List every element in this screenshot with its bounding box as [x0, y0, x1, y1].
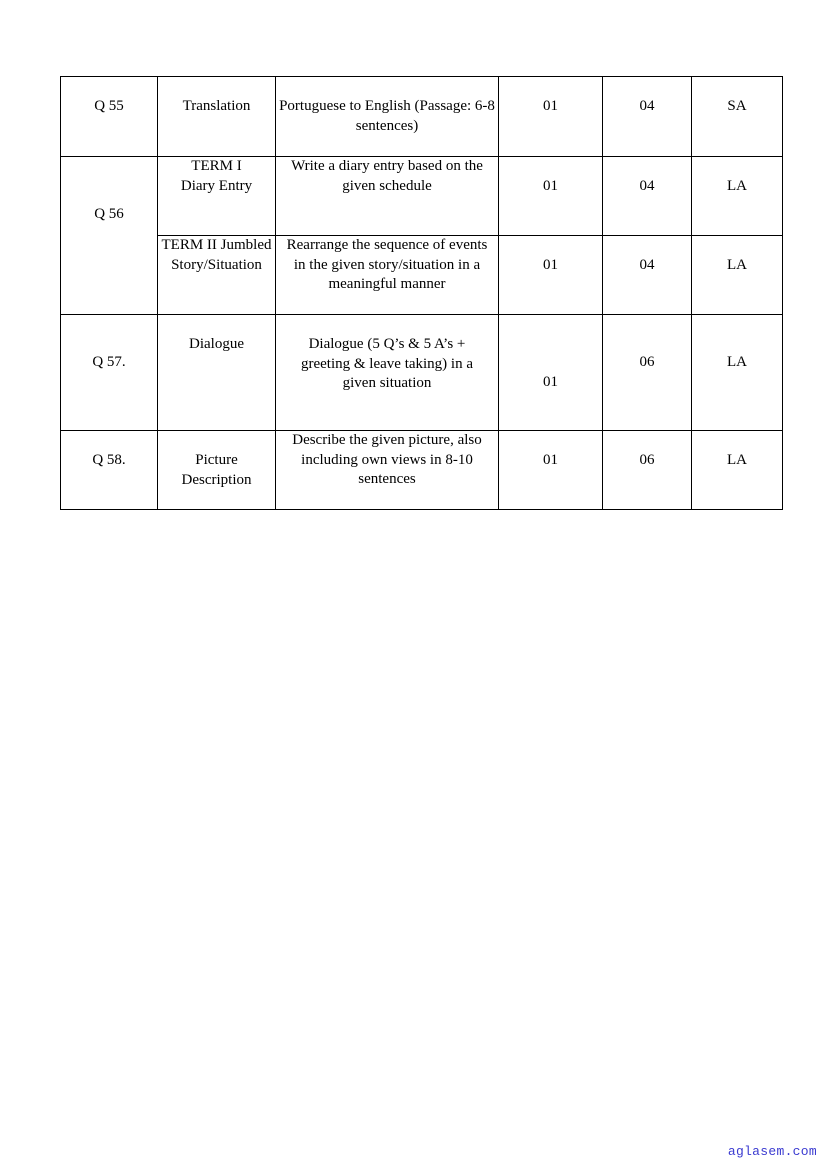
marks-cell: 06 — [603, 315, 692, 431]
description-cell: Describe the given picture, also including own views in 8-10 sentences — [276, 431, 499, 510]
item-cell — [158, 431, 276, 510]
count-cell: 01 — [499, 157, 603, 236]
question-number-cell: Q 58. — [61, 431, 158, 510]
description-text: Rearrange the sequence of events in the given story/situation in a meaningful manner — [286, 237, 488, 292]
table-row — [61, 431, 783, 510]
count-text: 01 — [543, 374, 558, 390]
source-watermark[interactable]: aglasem.com — [727, 1144, 817, 1159]
description-cell — [276, 236, 499, 315]
table-row — [61, 77, 783, 157]
count-cell — [499, 315, 603, 431]
table-row — [61, 315, 783, 431]
item-cell: Dialogue — [158, 315, 276, 431]
question-number-cell: Q 57. — [61, 315, 158, 431]
count-cell: 01 — [499, 236, 603, 315]
type-cell: LA — [692, 157, 783, 236]
type-cell: LA — [692, 315, 783, 431]
marks-cell: 04 — [603, 77, 692, 157]
item-cell — [158, 157, 276, 236]
question-number-cell: Q 55 — [61, 77, 158, 157]
type-cell: LA — [692, 431, 783, 510]
count-cell: 01 — [499, 77, 603, 157]
type-cell: LA — [692, 236, 783, 315]
item-text: Picture Description — [181, 452, 252, 488]
type-cell: SA — [692, 77, 783, 157]
item-cell: Translation — [158, 77, 276, 157]
marks-cell: 06 — [603, 431, 692, 510]
question-blueprint-table — [60, 76, 783, 510]
description-cell — [276, 315, 499, 431]
question-number-cell: Q 56 — [61, 157, 158, 315]
marks-cell: 04 — [603, 157, 692, 236]
count-cell: 01 — [499, 431, 603, 510]
table-row — [61, 236, 783, 315]
description-text: Dialogue (5 Q’s & 5 A’s + greeting & leave taking) in a given situation — [300, 336, 474, 391]
marks-cell: 04 — [603, 236, 692, 315]
description-cell: Write a diary entry based on the given schedule — [276, 157, 499, 236]
item-text: TERM I Diary Entry — [180, 158, 253, 194]
item-cell: TERM II Jumbled Story/Situation — [158, 236, 276, 315]
description-cell: Portuguese to English (Passage: 6-8 sentences) — [276, 77, 499, 157]
table-row — [61, 157, 783, 236]
